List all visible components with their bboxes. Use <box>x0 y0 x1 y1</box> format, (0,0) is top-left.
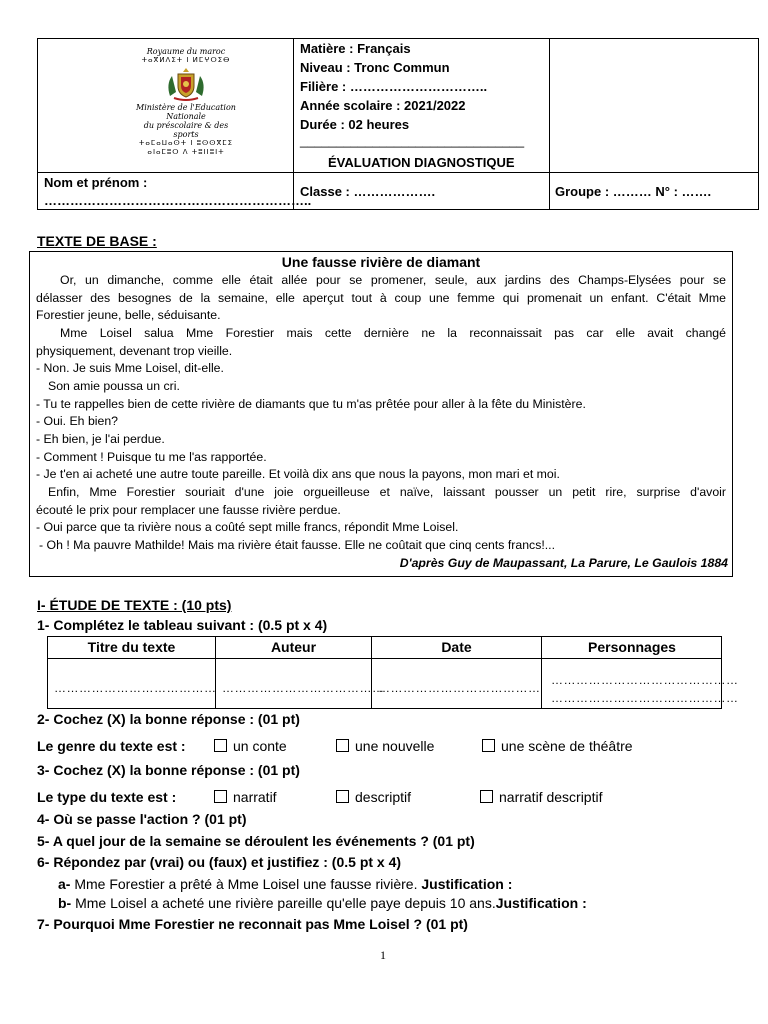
type-label: Le type du texte est : <box>37 789 177 805</box>
emblem-ministry-text: du préscolaire & des sports <box>143 121 229 139</box>
text-line: - Tu te rappelles bien de cette rivière de diamants que tu m'as prêtée pour aller à la fête du Ministère. <box>36 397 586 411</box>
genre-option-conte[interactable] <box>214 738 287 754</box>
text-line: - Oui parce que ta rivière nous a coûté sept mille francs, répondit Mme Loisel. <box>36 520 459 534</box>
answer-field-characters[interactable]: ……………………………………… <box>551 673 739 687</box>
student-name-field[interactable]: …………………………………………………….. <box>44 193 312 208</box>
text-line: Or, un dimanche, comme elle était allée pour se promener, seule, aux jardins des Champs-Elysées pour se <box>60 273 726 287</box>
text-line: - Non. Je suis Mme Loisel, dit-elle. <box>36 361 224 375</box>
text-line: écouté le prix pour remplacer une fausse rivière perdue. <box>36 503 341 517</box>
table-header-author: Auteur <box>270 639 317 655</box>
text-line: Enfin, Mme Forestier souriait d'une joie orgueilleuse et naïve, laissant pousser un petit rire, surprise d'avoir <box>48 485 726 499</box>
item-letter: a- <box>58 876 71 892</box>
question-4: 4- Où se passe l'action ? (01 pt) <box>37 811 247 827</box>
emblem-tifinagh-text: ⴰⵏⴰⵎⵓⵔ ⴷ ⵜⵓⵏⵏⵓⵏⵜ <box>147 148 225 156</box>
info-table <box>47 636 739 709</box>
base-text-box <box>29 251 733 577</box>
header-table <box>37 38 759 210</box>
emblem-tifinagh-text: ⵜⴰⴳⵍⴷⵉⵜ ⵏ ⵍⵎⵖⵔⵉⴱ <box>141 56 231 64</box>
justification-label: Justification : <box>495 895 587 911</box>
emblem-kingdom-text: Royaume du maroc <box>146 47 226 56</box>
checkbox-icon[interactable] <box>214 739 227 752</box>
text-line: Son amie poussa un cri. <box>48 379 180 393</box>
type-option-descriptif[interactable] <box>336 789 411 805</box>
table-header-characters: Personnages <box>588 639 676 655</box>
base-text-heading: TEXTE DE BASE : <box>37 233 157 249</box>
student-name-label: Nom et prénom : <box>44 175 148 190</box>
text-line: Forestier jeune, belle, séduisante. <box>36 308 221 322</box>
question-6b <box>58 895 587 911</box>
emblem-tifinagh-text: ⵜⴰⵎⴰⵡⴰⵙⵜ ⵏ ⵓⵙⵙⴳⵎⵉ <box>138 139 234 147</box>
coat-of-arms-icon <box>164 66 208 102</box>
option-label: descriptif <box>355 789 412 805</box>
text-line: délasser des besognes de la semaine, elle aperçut tout à coup une femme qui promenait un enfant. C'était Mme <box>36 291 726 305</box>
type-option-narratif[interactable] <box>214 789 277 805</box>
text-line: - Oui. Eh bien? <box>36 414 119 428</box>
checkbox-icon[interactable] <box>336 790 349 803</box>
question-5: 5- A quel jour de la semaine se déroulent les événements ? (01 pt) <box>37 833 475 849</box>
base-text-title: Une fausse rivière de diamant <box>281 254 481 270</box>
duration-label: Durée : 02 heures <box>300 117 410 132</box>
type-option-narratif-descriptif[interactable] <box>480 789 602 805</box>
answer-field-author[interactable]: ………………………………… <box>222 681 385 695</box>
emblem-ministry-text: Ministère de l'Education Nationale <box>136 103 236 121</box>
checkbox-icon[interactable] <box>214 790 227 803</box>
level-label: Niveau : Tronc Commun <box>300 60 450 75</box>
table-header-title: Titre du texte <box>87 639 176 655</box>
option-label: une scène de théâtre <box>501 738 633 754</box>
question-7: 7- Pourquoi Mme Forestier ne reconnait pas Mme Loisel ? (01 pt) <box>37 916 468 932</box>
evaluation-title: ÉVALUATION DIAGNOSTIQUE <box>328 155 515 170</box>
option-label: une nouvelle <box>355 738 435 754</box>
ministry-emblem <box>136 47 236 157</box>
checkbox-icon[interactable] <box>482 739 495 752</box>
answer-field-date[interactable]: ………………………………… <box>378 681 541 695</box>
group-number-field[interactable]: Groupe : ……… N° : ……. <box>555 184 712 199</box>
checkbox-icon[interactable] <box>480 790 493 803</box>
header-rule: _______________________________ <box>300 133 525 148</box>
text-line: - Comment ! Puisque tu me l'as rapportée. <box>36 450 267 464</box>
genre-option-theatre[interactable] <box>482 738 633 754</box>
checkbox-icon[interactable] <box>336 739 349 752</box>
question-1: 1- Complétez le tableau suivant : (0.5 pt x 4) <box>37 617 328 633</box>
answer-field-title[interactable]: ………………………………… <box>54 681 217 695</box>
statement-text: Mme Forestier a prêté à Mme Loisel une fausse rivière. <box>74 876 418 892</box>
justification-label: Justification : <box>421 876 513 892</box>
genre-option-nouvelle[interactable] <box>336 738 434 754</box>
table-header-date: Date <box>441 639 472 655</box>
genre-label: Le genre du texte est : <box>37 738 186 754</box>
option-label: un conte <box>233 738 287 754</box>
question-2: 2- Cochez (X) la bonne réponse : (01 pt) <box>37 711 300 727</box>
page-number: 1 <box>380 948 386 962</box>
text-source: D'après Guy de Maupassant, La Parure, Le Gaulois 1884 <box>399 556 728 570</box>
text-line: Mme Loisel salua Mme Forestier mais cette dernière ne la reconnaissait pas car elle avait changé <box>60 326 726 340</box>
answer-field-characters[interactable]: ……………………………………… <box>551 691 739 705</box>
text-line: - Je t'en ai acheté une autre toute pareille. Et voilà dix ans que nous la payons, mon mari et moi. <box>36 467 560 481</box>
option-label: narratif <box>233 789 277 805</box>
option-label: narratif descriptif <box>499 789 603 805</box>
school-year-label: Année scolaire : 2021/2022 <box>300 98 466 113</box>
text-line: - Oh ! Ma pauvre Mathilde! Mais ma rivière était fausse. Elle ne coûtait que cinq cents francs!... <box>39 538 556 552</box>
stream-label: Filière : ………………………….. <box>300 79 488 94</box>
question-6a <box>58 876 512 892</box>
statement-text: Mme Loisel a acheté une rivière pareille qu'elle paye depuis 10 ans. <box>75 895 496 911</box>
study-section-heading: I- ÉTUDE DE TEXTE : (10 pts) <box>37 597 232 613</box>
header-divider <box>549 39 550 210</box>
item-letter: b- <box>58 895 72 911</box>
text-line: physiquement, devenant trop vieille. <box>36 344 233 358</box>
class-field[interactable]: Classe : ………………. <box>300 184 436 199</box>
header-divider <box>293 39 294 210</box>
text-line: - Eh bien, je l'ai perdue. <box>36 432 165 446</box>
subject-label: Matière : Français <box>300 41 411 56</box>
question-3: 3- Cochez (X) la bonne réponse : (01 pt) <box>37 762 300 778</box>
header-divider <box>38 172 759 173</box>
table-divider <box>48 658 722 659</box>
question-6: 6- Répondez par (vrai) ou (faux) et justifiez : (0.5 pt x 4) <box>37 854 402 870</box>
